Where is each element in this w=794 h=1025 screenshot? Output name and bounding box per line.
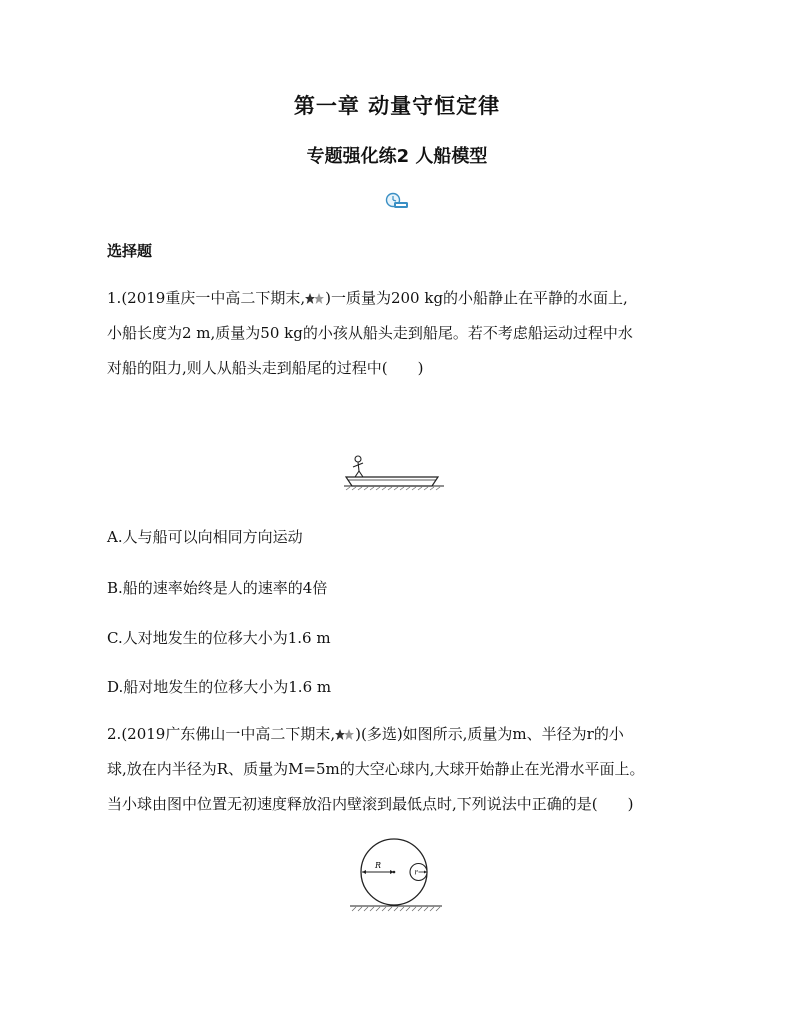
question-2-text-1: )(多选)如图所示,质量为m、半径为r的小 — [355, 725, 624, 743]
question-2-line-1 — [107, 723, 624, 744]
question-2-number: 2. — [107, 725, 122, 743]
option-a: A.人与船可以向相同方向运动 — [107, 528, 303, 546]
question-1-text-1: )一质量为200 kg的小船静止在平静的水面上, — [325, 289, 628, 307]
question-1-source: (2019重庆一中高二下期末, — [121, 289, 306, 307]
person-figure — [353, 456, 363, 477]
big-radius-label: R — [374, 861, 382, 870]
question-1-line-1 — [107, 287, 628, 308]
difficulty-stars-icon — [305, 293, 325, 305]
question-1-number: 1. — [107, 289, 122, 307]
question-2-close-paren: ) — [627, 795, 634, 813]
option-b: B.船的速率始终是人的速率的4倍 — [107, 579, 328, 597]
boat-hull — [346, 477, 438, 486]
question-2-line-2: 球,放在内半径为R、质量为M=5m的大空心球内,大球开始静止在光滑水平面上。 — [107, 760, 645, 778]
section-label: 选择题 — [107, 242, 153, 260]
question-2-line-3 — [107, 793, 633, 814]
boat-figure — [340, 452, 450, 494]
question-1-line-2: 小船长度为2 m,质量为50 kg的小孩从船头走到船尾。若不考虑船运动过程中水 — [107, 324, 633, 342]
chapter-title: 第一章 动量守恒定律 — [293, 94, 501, 118]
question-1-line-3 — [107, 357, 423, 378]
option-d: D.船对地发生的位移大小为1.6 m — [107, 678, 332, 696]
question-2-source: (2019广东佛山一中高二下期末, — [121, 725, 336, 743]
sphere-figure — [348, 838, 444, 916]
question-1-text-3: 对船的阻力,则人从船头走到船尾的过程中( — [107, 359, 388, 377]
section-subtitle: 专题强化练2 人船模型 — [306, 146, 488, 167]
option-c: C.人对地发生的位移大小为1.6 m — [107, 629, 331, 647]
question-1-close-paren: ) — [417, 359, 424, 377]
small-radius-label: r — [414, 868, 418, 877]
question-2-text-3: 当小球由图中位置无初速度释放沿内壁滚到最低点时,下列说法中正确的是( — [107, 795, 598, 813]
difficulty-stars-icon — [335, 729, 355, 741]
timer-icon — [384, 192, 410, 210]
